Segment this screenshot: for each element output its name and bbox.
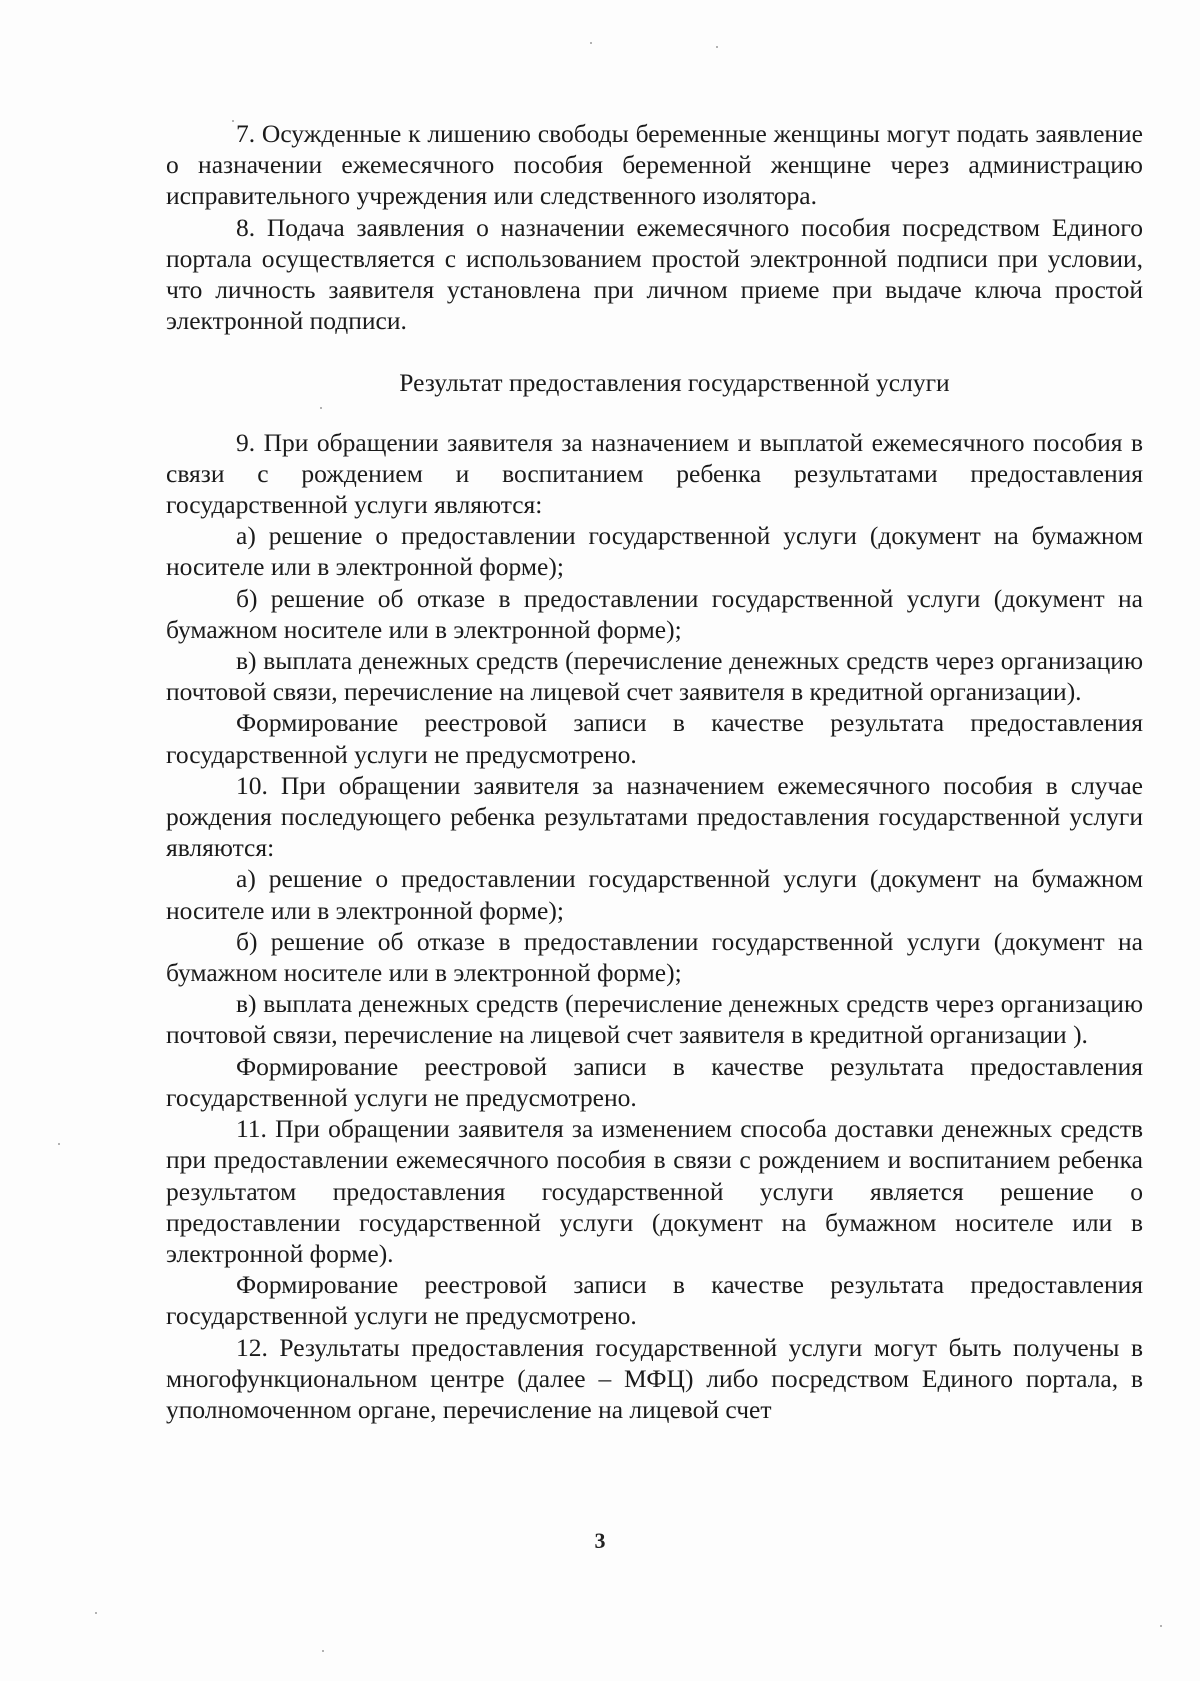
paragraph-10b: б) решение об отказе в предоставлении государственной услуги (документ на бумажном носителе или в электронной форме); — [166, 926, 1143, 988]
scan-speck — [95, 1612, 97, 1614]
paragraph-9-note: Формирование реестровой записи в качестве результата предоставления государственной услуги не предусмотрено. — [166, 708, 1143, 769]
paragraph-9: 9. При обращении заявителя за назначением и выплатой ежемесячного пособия в связи с рождением и воспитанием ребенка результатами предоставления государственной услуги являются: — [166, 427, 1143, 520]
page-number: 3 — [594, 1528, 606, 1553]
paragraph-11-note: Формирование реестровой записи в качестве результата предоставления государственной услуги не предусмотрено. — [166, 1270, 1143, 1331]
paragraph-8: 8. Подача заявления о назначении ежемесячного пособия посредством Единого портала осуществляется с использованием простой электронной подписи при условии, что личность заявителя установлена при личном приеме при выдаче ключа простой электронной подписи. — [166, 212, 1143, 336]
paragraph-7: 7. Осужденные к лишению свободы беременные женщины могут подать заявление о назначении ежемесячного пособия беременной женщине через администрацию исправительного учреждения или следственного изолятора. — [166, 119, 1143, 211]
scan-speck — [716, 46, 718, 48]
scan-speck — [58, 1143, 60, 1145]
paragraph-10-note: Формирование реестровой записи в качестве результата предоставления государственной услуги не предусмотрено. — [166, 1051, 1143, 1112]
scan-speck — [590, 42, 592, 44]
document-body — [166, 118, 1143, 1425]
paragraph-12: 12. Результаты предоставления государственной услуги могут быть получены в многофункциональном центре (далее – МФЦ) либо посредством Единого портала, в уполномоченном органе, перечисление на лицевой счет — [166, 1332, 1143, 1424]
section-heading: Результат предоставления государственной услуги — [399, 368, 950, 398]
scan-speck — [322, 1650, 324, 1652]
paragraph-10a: а) решение о предоставлении государственной услуги (документ на бумажном носителе или в электронной форме); — [166, 864, 1143, 925]
paragraph-9a: а) решение о предоставлении государственной услуги (документ на бумажном носителе или в электронной форме); — [166, 521, 1143, 582]
paragraph-9b: б) решение об отказе в предоставлении государственной услуги (документ на бумажном носителе или в электронной форме); — [166, 583, 1143, 644]
paragraph-10c: в) выплата денежных средств (перечисление денежных средств через организацию почтовой связи, перечисление на лицевой счет заявителя в кредитной организации ). — [166, 989, 1143, 1050]
paragraph-9c: в) выплата денежных средств (перечисление денежных средств через организацию почтовой связи, перечисление на лицевой счет заявителя в кредитной организации). — [166, 646, 1143, 707]
scan-speck — [1160, 1625, 1162, 1627]
paragraph-11: 11. При обращении заявителя за изменением способа доставки денежных средств при предоставлении ежемесячного пособия в связи с рождением и воспитанием ребенка результатом предоставления государственной услуги является решение о предоставлении государственной услуги (документ на бумажном носителе или в электронной форме). — [166, 1114, 1143, 1268]
paragraph-10: 10. При обращении заявителя за назначением ежемесячного пособия в случае рождения последующего ребенка результатами предоставления государственной услуги являются: — [166, 770, 1143, 863]
